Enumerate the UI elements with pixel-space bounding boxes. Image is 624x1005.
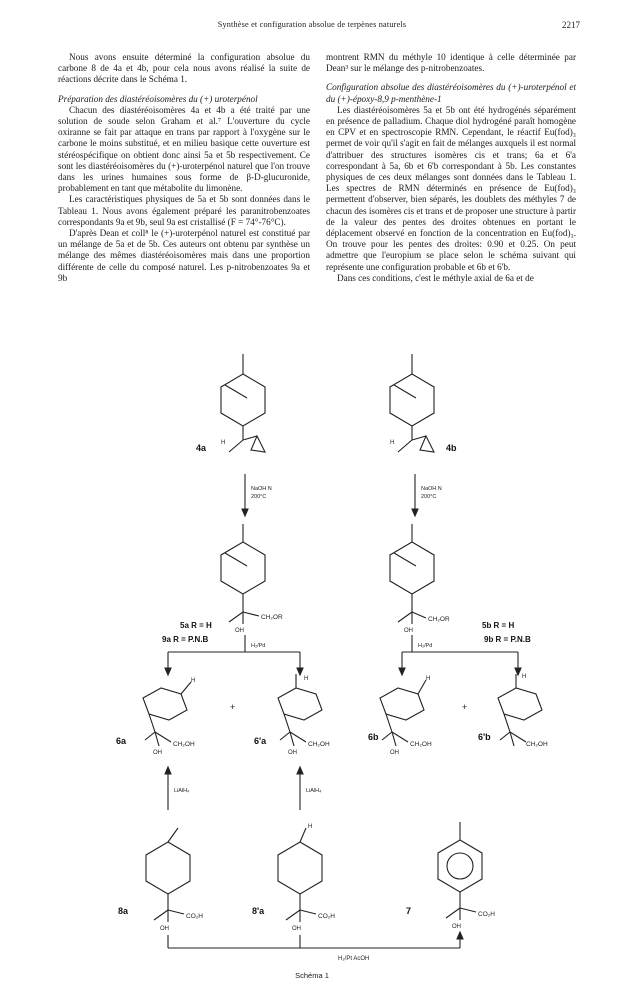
svg-text:NaOH N: NaOH N [251,486,272,492]
arrow-h2pt [168,932,463,962]
svg-text:H: H [304,676,309,682]
arrow-lialh4-left [165,767,190,810]
structure-4b [390,354,434,452]
svg-text:LiAlH₄: LiAlH₄ [174,788,190,794]
svg-text:H: H [390,440,395,446]
label-8a: 8a [118,906,129,916]
structure-6a [143,678,195,756]
label-4b: 4b [446,443,457,453]
svg-text:CH₂OH: CH₂OH [410,741,432,748]
svg-text:H: H [522,674,527,680]
svg-text:OH: OH [404,628,413,634]
structure-6pb [498,674,548,748]
arrow-naoh-right [412,474,442,516]
svg-text:CO₂H: CO₂H [478,911,495,918]
svg-text:H₂/Pt AcOH: H₂/Pt AcOH [338,956,370,962]
label-7: 7 [406,906,412,916]
svg-text:CH₂OR: CH₂OR [261,614,283,621]
svg-text:CH₂OH: CH₂OH [308,741,330,748]
structure-8a [146,828,203,932]
label-4a: 4a [196,443,207,453]
svg-text:H₂/Pd: H₂/Pd [418,643,433,649]
svg-text:200°C: 200°C [251,494,267,500]
structure-6b [380,676,432,756]
svg-text:OH: OH [452,924,461,930]
paragraph: Chacun des diastéréoisomères 4a et 4b a été traité par une solution de soude selon Graham et al.⁷ L'ouverture du cycle oxiranne se fait par attaque en trans par rapport à l'oxygène sur le carbone le moins substitué, et en milieu basique cette ouverture est stéréospécifique on obtient donc ainsi 5a et 5b respectivement. Ce sont les diastéréoisomères du (+)-uroterpénol naturel que l'on trouve dans les urines humaines sous forme de β-D-glucuronide, probablement en tant que métabolite du limonène. [58,104,310,194]
section-heading: Configuration absolue des diastéréoisomères du (+)-uroterpénol et du (+)-époxy-8,9 p-menthène-1 [326,82,576,104]
label-6b: 6b [368,732,379,742]
svg-text:CH₂OR: CH₂OR [428,616,450,623]
label-9a: 9a R = P.N.B [162,635,209,644]
svg-text:OH: OH [235,628,244,634]
svg-text:200°C: 200°C [421,494,437,500]
paragraph: D'après Dean et coll⁸ le (+)-uroterpénol naturel est constitué par un mélange de 5a et de 5b. Ces auteurs ont obtenu par synthèse un mélange des mêmes diastéréoisomères mais dans une proportion différente de celle du composé naturel. Les p-nitrobenzoates 9a et 9b [58,228,310,283]
svg-text:H: H [191,678,196,684]
svg-text:OH: OH [292,926,301,932]
svg-text:H₂/Pd: H₂/Pd [251,643,266,649]
svg-text:H: H [426,676,431,682]
svg-text:CO₂H: CO₂H [318,913,335,920]
structure-7 [438,822,495,930]
label-5a: 5a R = H [180,621,212,630]
scheme-caption: Schéma 1 [295,971,329,980]
svg-text:OH: OH [390,750,399,756]
svg-text:OH: OH [153,750,162,756]
label-8pa: 8'a [252,906,265,916]
svg-text:H: H [221,440,226,446]
paragraph: montrent RMN du méthyle 10 identique à celle déterminée par Dean³ sur le mélange des p-nitrobenzoates. [326,52,576,74]
structure-5b [390,524,450,634]
svg-text:NaOH N: NaOH N [421,486,442,492]
structure-5a [221,524,283,634]
section-heading: Préparation des diastéréoisomères du (+) uroterpénol [58,93,258,104]
label-9b: 9b R = P.N.B [484,635,531,644]
paragraph: Les diastéréoisomères 5a et 5b ont été hydrogénés séparément en présence de palladium. Chaque diol hydrogéné paraît homogène en CPV et en spectroscopie RMN. Cependant, le réactif Eu(fod)₃ permet de voir qu'il s'agit en fait de mélanges auxquels il est normal d'attribuer des structures isomères cis et trans; 6a et 6'a correspondant à 5a, 6b et 6'b correspondant à 5b. Les constantes physiques de ces deux mélanges sont données dans le Tableau 1. Les spectres de RMN déterminés en présence de Eu(fod)₃ permettent d'observer, bien séparés, les doublets des méthyles 7 de chacun des isomères cis et trans et de proposer une structure à partir de la valeur des pentes des droites obtenues en portant le déplacement observé en fonction de la concentration en Eu(fod)₃. On trouve pour les pentes des droites: 0.90 et 0.25. On peut admettre que l'europium se place selon le schéma suivant qui représente une configuration probable et 6b et 6'b. [326,104,577,272]
svg-text:LiAlH₄: LiAlH₄ [306,788,322,794]
structure-6pa [278,674,330,756]
svg-text:H: H [308,824,313,830]
svg-text:OH: OH [160,926,169,932]
paragraph: Les caractéristiques physiques de 5a et 5b sont données dans le Tableau 1. Nous avons également préparé les paranitrobenzoates correspondants 9a et 9b, seul 9a est cristallisé (F = 74°-76°C). [58,194,310,227]
svg-text:CO₂H: CO₂H [186,913,203,920]
svg-text:OH: OH [288,750,297,756]
page-number: 2217 [562,20,580,30]
label-6pb: 6'b [478,732,491,742]
paragraph: Dans ces conditions, c'est le méthyle axial de 6a et de [337,272,534,283]
structure-8pa [278,824,335,932]
label-6pa: 6'a [254,736,267,746]
label-6a: 6a [116,736,127,746]
plus-sign: + [230,702,236,712]
plus-sign: + [462,702,468,712]
label-5b: 5b R = H [482,621,515,630]
arrow-naoh-left [242,474,272,516]
svg-text:CH₂OH: CH₂OH [173,741,195,748]
arrow-lialh4-right [297,767,322,810]
structure-4a [221,354,265,452]
paragraph: Nous avons ensuite déterminé la configuration absolue du carbone 8 de 4a et 4b, pour cela nous avons réalisé la suite de réactions décrite dans le Schéma 1. [58,52,310,85]
running-title: Synthèse et configuration absolue de terpènes naturels [217,20,407,29]
svg-text:CH₂OH: CH₂OH [526,741,548,748]
